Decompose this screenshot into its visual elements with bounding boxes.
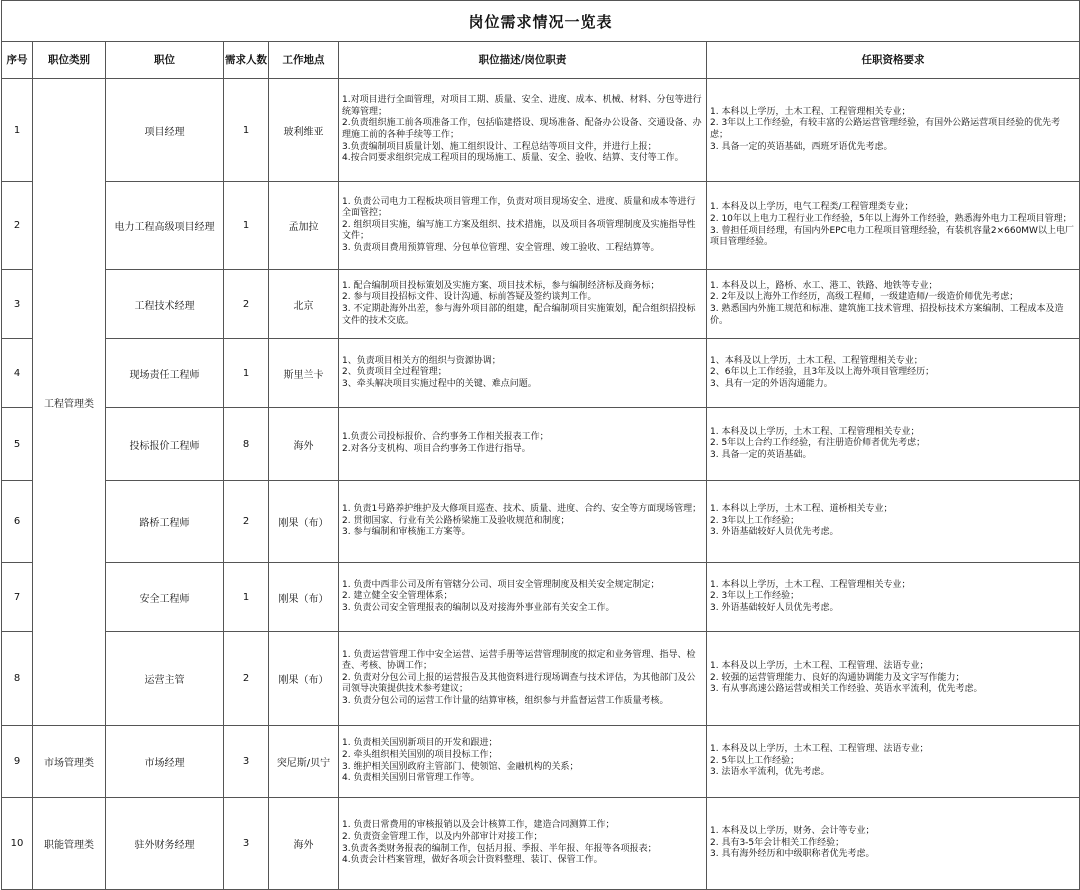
row-duties: 1.对项目进行全面管理，对项目工期、质量、安全、进度、成本、机械、材料、分包等进行统筹管理； 2.负责组织施工前各项准备工作，包括临建搭设、现场准备、配备办公设备、交通设备、办理施工前的各种手续等工作； 3.负责编制项目质量计划、施工组织设计、工程总结等项目文件，并进行上报； 4.按合同要求组织完成工程项目的现场施工、质量、安全、验收、结算、支付等工作。	[339, 79, 707, 182]
row-count: 3	[224, 726, 269, 798]
row-no: 2	[2, 182, 33, 270]
row-count: 1	[224, 339, 269, 408]
category-cell: 职能管理类	[33, 798, 106, 890]
row-duties: 1. 负责1号路养护维护及大修项目巡查、技术、质量、进度、合约、安全等方面现场管理； 2. 贯彻国家、行业有关公路桥梁施工及验收规范和制度； 3. 参与编制和审核施工方案等。	[339, 481, 707, 563]
header-no: 序号	[2, 42, 33, 79]
row-duties: 1. 负责日常费用的审核报销以及会计核算工作，建造合同测算工作； 2. 负责资金管理工作，以及内外部审计对接工作； 3.负责各类财务报表的编制工作，包括月报、季报、半年报、年报等各项报表； 4.负责会计档案管理，做好各项会计资料整理、装订、保管工作。	[339, 798, 707, 890]
row-duties: 1. 负责公司电力工程板块项目管理工作，负责对项目现场安全、进度、质量和成本等进行全面管控； 2. 组织项目实施，编写施工方案及组织、技术措施，以及项目各项管理制度及实施指导性文件； 3. 负责项目费用预算管理、分包单位管理、安全管理、竣工验收、工程结算等。	[339, 182, 707, 270]
row-position: 工程技术经理	[106, 270, 224, 339]
job-requirements-table	[1, 0, 1080, 890]
row-count: 1	[224, 79, 269, 182]
table-row	[2, 798, 1080, 890]
table-row	[2, 563, 1080, 632]
row-location: 突尼斯/贝宁	[269, 726, 339, 798]
row-no: 9	[2, 726, 33, 798]
row-position: 安全工程师	[106, 563, 224, 632]
row-duties: 1. 负责运营管理工作中安全运营、运营手册等运营管理制度的拟定和业务管理、指导、检查、考核、协调工作； 2. 负责对分包公司上报的运营报告及其他资料进行现场调查与技术评估，为其他部门及公司领导决策提供技术参考建议； 3. 负责分包公司的运营工作计量的结算审核，组织参与并监督运营工作质量考核。	[339, 632, 707, 726]
row-count: 3	[224, 798, 269, 890]
row-position: 驻外财务经理	[106, 798, 224, 890]
table-row	[2, 79, 1080, 182]
table-row	[2, 481, 1080, 563]
row-duties: 1.负责公司投标报价、合约事务工作相关报表工作； 2.对各分支机构、项目合约事务工作进行指导。	[339, 408, 707, 481]
category-cell: 市场管理类	[33, 726, 106, 798]
row-count: 1	[224, 182, 269, 270]
row-no: 7	[2, 563, 33, 632]
row-no: 5	[2, 408, 33, 481]
header-requirements: 任职资格要求	[707, 42, 1080, 79]
table-row	[2, 270, 1080, 339]
table-title: 岗位需求情况一览表	[2, 1, 1080, 42]
row-no: 4	[2, 339, 33, 408]
row-duties: 1. 配合编制项目投标策划及实施方案、项目技术标，参与编制经济标及商务标； 2. 参与项目投招标文件、设计沟通、标前答疑及签约谈判工作。 3. 不定期赴海外出差，参与海外项目部的组建，配合编制项目实施策划，配合组织招投标文件的技术交底。	[339, 270, 707, 339]
row-location: 刚果（布）	[269, 563, 339, 632]
row-location: 海外	[269, 798, 339, 890]
row-count: 8	[224, 408, 269, 481]
row-no: 1	[2, 79, 33, 182]
row-location: 刚果（布）	[269, 481, 339, 563]
row-duties: 1. 负责相关国别新项目的开发和跟进； 2. 牵头组织相关国别的项目投标工作； 3. 维护相关国别政府主管部门、使领馆、金融机构的关系； 4. 负责相关国别日常管理工作等。	[339, 726, 707, 798]
row-count: 1	[224, 563, 269, 632]
row-location: 海外	[269, 408, 339, 481]
row-no: 3	[2, 270, 33, 339]
row-requirements: 1. 本科及以上学历，土木工程、工程管理相关专业； 2. 5年以上合约工作经验，有注册造价师者优先考虑； 3. 具备一定的英语基础。	[707, 408, 1080, 481]
row-count: 2	[224, 270, 269, 339]
row-position: 现场责任工程师	[106, 339, 224, 408]
row-location: 斯里兰卡	[269, 339, 339, 408]
table-row	[2, 182, 1080, 270]
row-position: 项目经理	[106, 79, 224, 182]
header-position: 职位	[106, 42, 224, 79]
row-requirements: 1. 本科以上学历，土木工程、工程管理相关专业； 2. 3年以上工作经验； 3. 外语基础较好人员优先考虑。	[707, 563, 1080, 632]
row-position: 运营主管	[106, 632, 224, 726]
table-row	[2, 339, 1080, 408]
row-requirements: 1、本科及以上学历，土木工程、工程管理相关专业； 2、6年以上工作经验，且3年及以上海外项目管理经历； 3、具有一定的外语沟通能力。	[707, 339, 1080, 408]
row-no: 6	[2, 481, 33, 563]
row-position: 电力工程高级项目经理	[106, 182, 224, 270]
table-row	[2, 632, 1080, 726]
row-location: 孟加拉	[269, 182, 339, 270]
category-cell: 工程管理类	[33, 79, 106, 726]
row-position: 路桥工程师	[106, 481, 224, 563]
table-row	[2, 726, 1080, 798]
header-row	[2, 42, 1080, 79]
row-duties: 1、负责项目相关方的组织与资源协调； 2、负责项目全过程管理； 3、牵头解决项目实施过程中的关键、难点问题。	[339, 339, 707, 408]
row-requirements: 1. 本科及以上学历，财务、会计等专业； 2. 具有3-5年会计相关工作经验； 3. 具有海外经历和中级职称者优先考虑。	[707, 798, 1080, 890]
row-no: 10	[2, 798, 33, 890]
table-row	[2, 408, 1080, 481]
row-no: 8	[2, 632, 33, 726]
header-count: 需求人数	[224, 42, 269, 79]
row-count: 2	[224, 481, 269, 563]
row-requirements: 1. 本科及以上学历，土木工程、工程管理、法语专业； 2. 较强的运营管理能力、良好的沟通协调能力及文字写作能力； 3. 有从事高速公路运营或相关工作经验、英语水平流利，优先考虑。	[707, 632, 1080, 726]
row-count: 2	[224, 632, 269, 726]
row-location: 北京	[269, 270, 339, 339]
row-position: 投标报价工程师	[106, 408, 224, 481]
row-requirements: 1. 本科及以上学历，电气工程类/工程管理类专业； 2. 10年以上电力工程行业工作经验，5年以上海外工作经验，熟悉海外电力工程项目管理； 3. 曾担任项目经理，有国内外EPC电力工程项目管理经验，有装机容量2×660MW以上电厂项目管理经验。	[707, 182, 1080, 270]
row-requirements: 1. 本科及以上学历，土木工程、工程管理、法语专业； 2. 5年以上工作经验； 3. 法语水平流利，优先考虑。	[707, 726, 1080, 798]
header-location: 工作地点	[269, 42, 339, 79]
header-category: 职位类别	[33, 42, 106, 79]
row-requirements: 1. 本科及以上，路桥、水工、港工、铁路、地铁等专业； 2. 2年及以上海外工作经历，高级工程师，一级建造师/一级造价师优先考虑； 3. 熟悉国内外施工规范和标准、建筑施工技术管理、招投标技术方案编制、工程成本及造价。	[707, 270, 1080, 339]
row-location: 玻利维亚	[269, 79, 339, 182]
row-position: 市场经理	[106, 726, 224, 798]
row-duties: 1. 负责中西非公司及所有管辖分公司、项目安全管理制度及相关安全规定制定； 2. 建立健全安全管理体系； 3. 负责公司安全管理报表的编制以及对接海外事业部有关安全工作。	[339, 563, 707, 632]
row-requirements: 1. 本科以上学历，土木工程、工程管理相关专业； 2. 3年以上工作经验，有较丰富的公路运营管理经验，有国外公路运营项目经验的优先考虑； 3. 具备一定的英语基础，西班牙语优先考虑。	[707, 79, 1080, 182]
row-requirements: 1. 本科以上学历，土木工程、道桥相关专业； 2. 3年以上工作经验； 3. 外语基础较好人员优先考虑。	[707, 481, 1080, 563]
row-location: 刚果（布）	[269, 632, 339, 726]
header-duties: 职位描述/岗位职责	[339, 42, 707, 79]
